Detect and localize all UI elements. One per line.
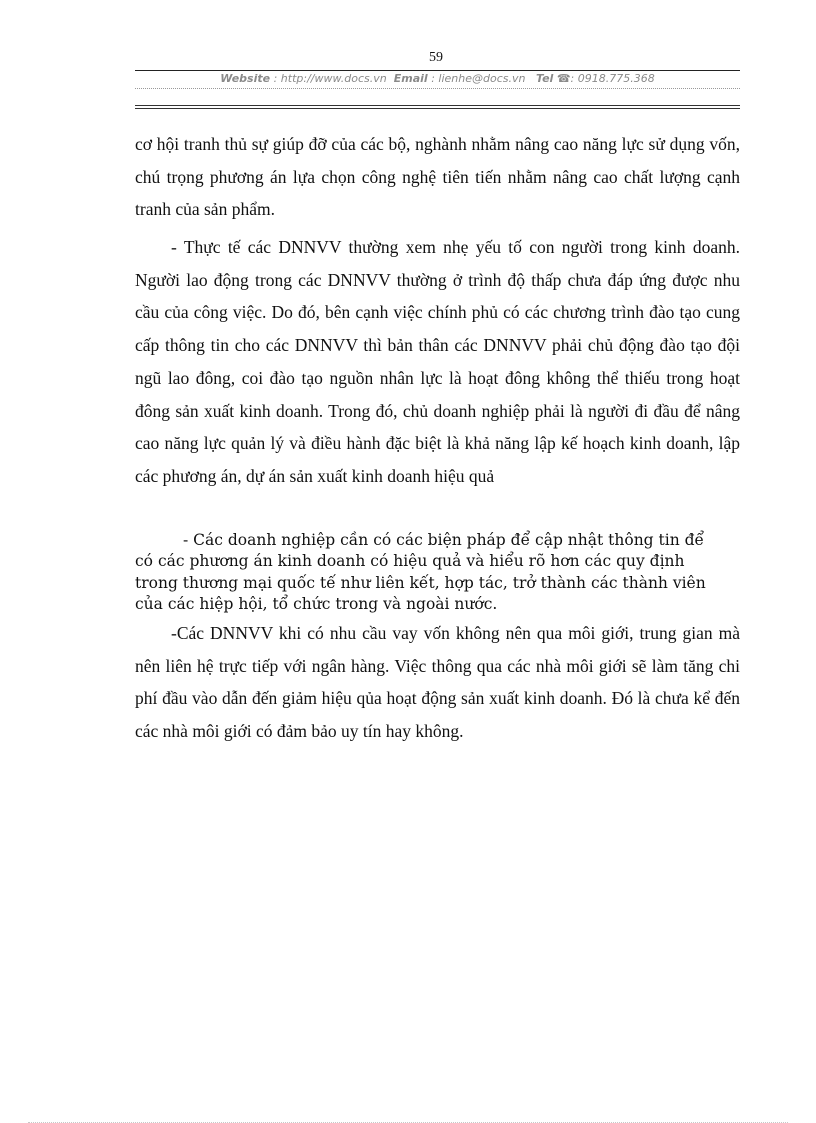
- email-link[interactable]: : lienhe@docs.vn: [431, 72, 526, 85]
- page-number: 59: [429, 50, 443, 65]
- header-rule-2: [135, 108, 740, 109]
- website-link[interactable]: : http://www.docs.vn: [273, 72, 387, 85]
- body-paragraph-4: [135, 617, 740, 748]
- tel-label: Tel: [535, 72, 554, 85]
- paragraph-text: cơ hội tranh thủ sự giúp đỡ của các bộ, nghành nhằm nâng cao năng lực sử dụng vốn, chú trọng phương án lựa chọn công nghệ tiên tiến nhằm nâng cao chất lượng cạnh tranh của sản phẩm.: [135, 134, 740, 220]
- paragraph-text: - Các doanh nghiệp cần có các biện pháp để cập nhật thông tin để có các phương án kinh doanh có hiệu quả và hiểu rõ hơn các quy định trong thương mại quốc tế như liên kết, hợp tác, trở thành các thành viên của các hiệp hội, tổ chức trong và ngoài nước.: [135, 531, 706, 613]
- website-label: Website: [220, 72, 271, 85]
- header-contact-line: [135, 72, 740, 86]
- email-label: Email: [393, 72, 428, 85]
- phone-icon: ☎: [556, 72, 571, 85]
- body-paragraph-2: [135, 231, 740, 493]
- body-paragraph-1: [135, 128, 740, 226]
- body-paragraph-3: [135, 530, 725, 615]
- header-dotted-rule: [135, 88, 740, 89]
- header-top-rule: [135, 70, 740, 71]
- paragraph-text: -Các DNNVV khi có nhu cầu vay vốn không nên qua môi giới, trung gian mà nên liên hệ trực tiếp với ngân hàng. Việc thông qua các nhà môi giới sẽ làm tăng chi phí đầu vào dẫn đến giảm hiệu qủa hoạt động sản xuất kinh doanh. Đó là chưa kể đến các nhà môi giới có đảm bảo uy tín hay không.: [135, 623, 740, 742]
- tel-number: : 0918.775.368: [570, 72, 655, 85]
- paragraph-text: - Thực tế các DNNVV thường xem nhẹ yếu tố con người trong kinh doanh. Người lao động trong các DNNVV thường ở trình độ thấp chưa đáp ứng được nhu cầu của công việc. Do đó, bên cạnh việc chính phủ có các chương trình đào tạo cung cấp thông tin cho các DNNVV thì bản thân các DNNVV phải chủ động đào tạo đội ngũ lao đông, coi đào tạo nguồn nhân lực là hoạt đông không thể thiếu trong hoạt đông sản xuất kinh doanh. Trong đó, chủ doanh nghiệp phải là người đi đầu để nâng cao năng lực quản lý và điều hành đặc biệt là khả năng lập kế hoạch kinh doanh, lập các phương án, dự án sản xuất kinh doanh hiệu quả: [135, 237, 740, 486]
- header-rule-1: [135, 105, 740, 106]
